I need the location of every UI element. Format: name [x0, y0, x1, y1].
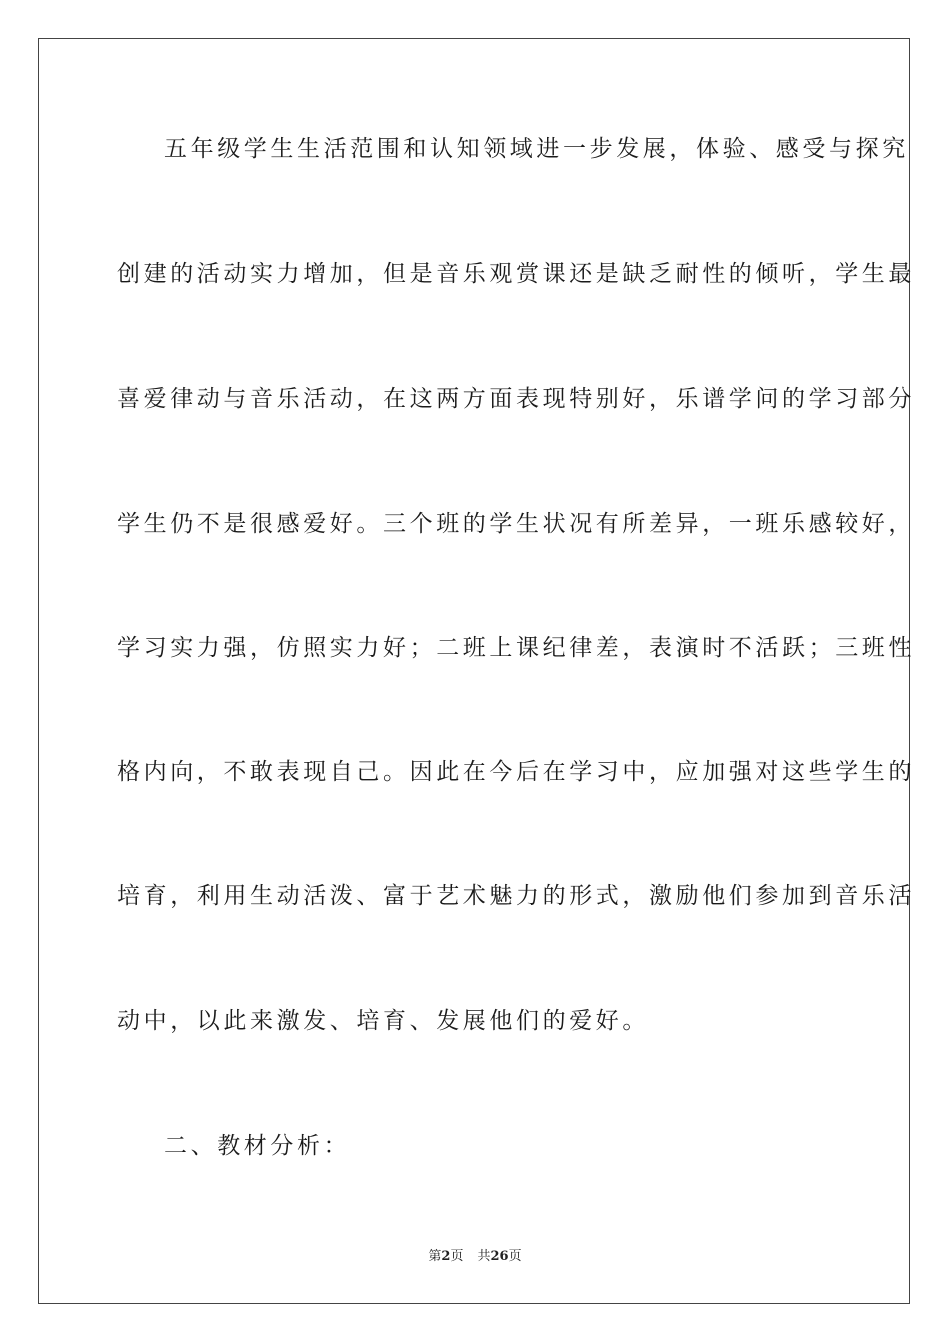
page-footer: [0, 1248, 950, 1266]
paragraph-line-5: 学习实力强，仿照实力好；二班上课纪律差，表演时不活跃；三班性: [117, 635, 915, 661]
section-heading: 二、教材分析：: [164, 1133, 351, 1159]
paragraph-line-6: 格内向，不敢表现自己。因此在今后在学习中，应加强对这些学生的: [117, 759, 915, 785]
footer-total-pages: 26: [490, 1249, 509, 1264]
footer-total-suffix: 页: [508, 1249, 522, 1264]
paragraph-line-1: 五年级学生生活范围和认知领域进一步发展，体验、感受与探究: [164, 136, 909, 162]
paragraph-line-2: 创建的活动实力增加，但是音乐观赏课还是缺乏耐性的倾听，学生最: [117, 261, 915, 287]
paragraph-line-3: 喜爱律动与音乐活动，在这两方面表现特别好，乐谱学问的学习部分: [117, 386, 915, 412]
footer-page-prefix: 第: [428, 1249, 442, 1264]
footer-page-number: 2: [441, 1249, 451, 1264]
paragraph-line-8: 动中，以此来激发、培育、发展他们的爱好。: [117, 1008, 649, 1034]
paragraph-line-4: 学生仍不是很感爱好。三个班的学生状况有所差异，一班乐感较好，: [117, 511, 915, 537]
footer-total-prefix: 共: [477, 1249, 491, 1264]
page-border: [38, 38, 915, 1304]
footer-page-suffix: 页: [450, 1249, 464, 1264]
paragraph-line-7: 培育，利用生动活泼、富于艺术魅力的形式，激励他们参加到音乐活: [117, 883, 915, 909]
